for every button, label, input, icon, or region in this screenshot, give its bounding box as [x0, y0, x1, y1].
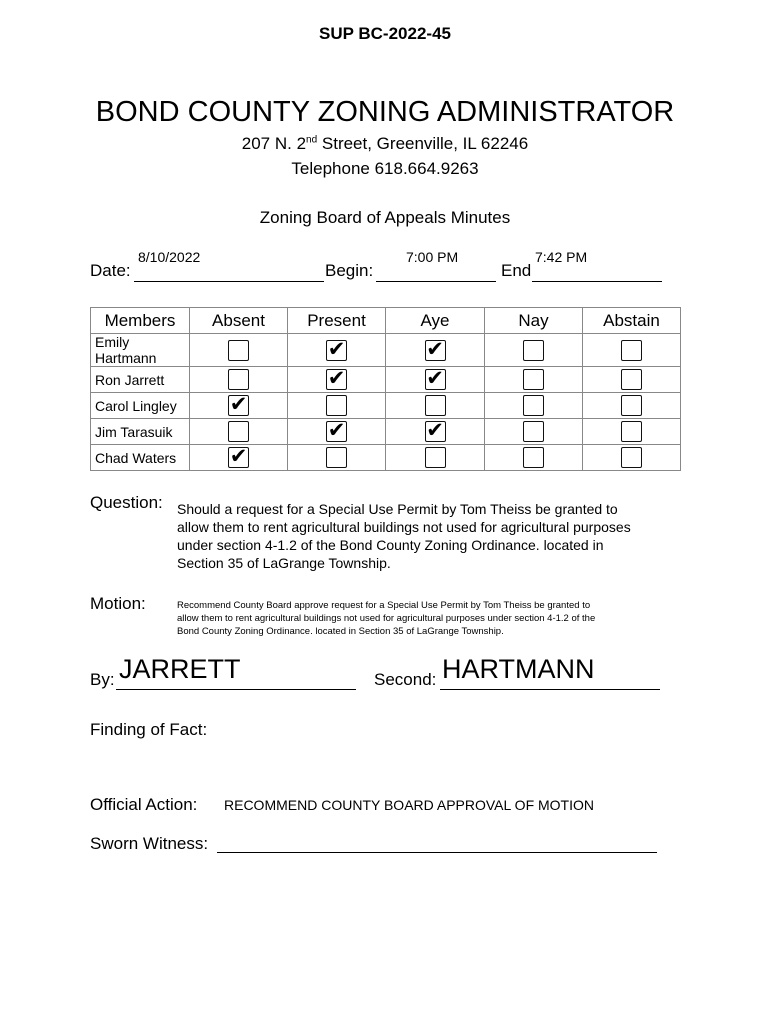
present-cell — [288, 334, 386, 367]
official-action-value: RECOMMEND COUNTY BOARD APPROVAL OF MOTION — [224, 797, 595, 813]
table-row — [91, 334, 681, 367]
official-action-label: Official Action: — [90, 795, 198, 814]
checkmark-icon: ✔ — [327, 336, 346, 361]
absent-checkbox[interactable] — [228, 340, 249, 361]
nay-cell — [485, 393, 583, 419]
abstain-checkbox[interactable] — [621, 447, 642, 468]
aye-cell — [386, 445, 485, 471]
aye-checkbox[interactable] — [425, 395, 446, 416]
member-name: Emily Hartmann — [91, 334, 190, 367]
abstain-cell — [583, 393, 681, 419]
minutes-subtitle: Zoning Board of Appeals Minutes — [259, 208, 511, 227]
address-superscript: nd — [306, 134, 318, 146]
motion-line: allow them to rent agricultural buildings not used for agricultural purposes under section 4-1.2 of the — [177, 613, 596, 624]
nay-checkbox[interactable] — [523, 447, 544, 468]
question-label: Question: — [90, 493, 163, 512]
end-label: End — [501, 261, 532, 280]
motion-line: Recommend County Board approve request for a Special Use Permit by Tom Theiss be granted to — [177, 600, 591, 611]
motion-text — [177, 599, 697, 638]
member-name: Chad Waters — [91, 445, 190, 471]
present-cell — [288, 367, 386, 393]
question-line: Section 35 of LaGrange Township. — [177, 555, 391, 571]
header-members: Members — [91, 308, 190, 334]
abstain-cell — [583, 445, 681, 471]
address-start: 207 N. 2 — [241, 134, 307, 153]
abstain-checkbox[interactable] — [621, 421, 642, 442]
finding-of-fact-label: Finding of Fact: — [90, 720, 208, 739]
by-label: By: — [90, 670, 115, 689]
nay-checkbox[interactable] — [523, 421, 544, 442]
document-id: SUP BC-2022-45 — [319, 24, 451, 43]
present-cell — [288, 393, 386, 419]
checkmark-icon: ✔ — [229, 444, 248, 468]
header-abstain: Abstain — [583, 308, 681, 334]
question-text — [177, 500, 697, 572]
header-present: Present — [288, 308, 386, 334]
member-name: Carol Lingley — [91, 393, 190, 419]
end-value: 7:42 PM — [535, 249, 588, 265]
header-absent: Absent — [190, 308, 288, 334]
second-label: Second: — [374, 670, 437, 689]
date-line — [134, 281, 324, 282]
aye-checkbox[interactable] — [425, 447, 446, 468]
table-row — [91, 419, 681, 445]
present-cell — [288, 445, 386, 471]
absent-cell — [190, 419, 288, 445]
sworn-witness-line — [217, 852, 657, 853]
begin-line — [376, 281, 496, 282]
checkmark-icon: ✔ — [229, 392, 248, 416]
absent-checkbox[interactable] — [228, 369, 249, 390]
abstain-cell — [583, 367, 681, 393]
nay-checkbox[interactable] — [523, 340, 544, 361]
present-checkbox[interactable] — [326, 447, 347, 468]
sworn-witness-label: Sworn Witness: — [90, 834, 209, 853]
table-header-row — [91, 308, 681, 334]
header-aye: Aye — [386, 308, 485, 334]
absent-cell — [190, 367, 288, 393]
by-line — [116, 689, 356, 690]
present-checkbox[interactable] — [326, 366, 347, 390]
second-line — [440, 689, 660, 690]
address — [0, 134, 770, 154]
absent-cell — [190, 393, 288, 419]
nay-checkbox[interactable] — [523, 369, 544, 390]
nay-cell — [485, 445, 583, 471]
table-row — [91, 393, 681, 419]
present-checkbox[interactable] — [326, 418, 347, 442]
aye-cell — [386, 419, 485, 445]
aye-checkbox[interactable] — [425, 336, 446, 361]
aye-checkbox[interactable] — [425, 418, 446, 442]
abstain-cell — [583, 334, 681, 367]
member-name: Ron Jarrett — [91, 367, 190, 393]
aye-cell — [386, 367, 485, 393]
checkmark-icon: ✔ — [426, 418, 444, 442]
present-checkbox[interactable] — [326, 336, 347, 361]
header-nay: Nay — [485, 308, 583, 334]
by-value: JARRETT — [119, 654, 241, 684]
question-line: under section 4-1.2 of the Bond County Zoning Ordinance. located in — [177, 537, 604, 553]
date-label: Date: — [90, 261, 131, 280]
checkmark-icon: ✔ — [426, 366, 444, 390]
checkmark-icon: ✔ — [327, 366, 346, 390]
date-value: 8/10/2022 — [138, 249, 201, 265]
absent-cell — [190, 334, 288, 367]
nay-cell — [485, 419, 583, 445]
motion-line: Bond County Zoning Ordinance. located in Section 35 of LaGrange Township. — [177, 626, 504, 637]
telephone: Telephone 618.664.9263 — [291, 159, 479, 178]
absent-cell — [190, 445, 288, 471]
nay-checkbox[interactable] — [523, 395, 544, 416]
abstain-checkbox[interactable] — [621, 395, 642, 416]
question-line: Should a request for a Special Use Permit by Tom Theiss be granted to — [177, 501, 618, 517]
present-cell — [288, 419, 386, 445]
aye-checkbox[interactable] — [425, 366, 446, 390]
present-checkbox[interactable] — [326, 395, 347, 416]
address-end: Street, Greenville, IL 62246 — [317, 134, 529, 153]
page-title: BOND COUNTY ZONING ADMINISTRATOR — [95, 96, 675, 128]
motion-label: Motion: — [90, 594, 146, 613]
second-value: HARTMANN — [442, 654, 595, 684]
abstain-cell — [583, 419, 681, 445]
absent-checkbox[interactable] — [228, 392, 249, 416]
checkmark-icon: ✔ — [426, 336, 444, 361]
table-row — [91, 445, 681, 471]
absent-checkbox[interactable] — [228, 444, 249, 468]
nay-cell — [485, 367, 583, 393]
begin-label: Begin: — [325, 261, 374, 280]
aye-cell — [386, 334, 485, 367]
question-line: allow them to rent agricultural buildings not used for agricultural purposes — [177, 519, 631, 535]
members-table — [90, 307, 681, 471]
abstain-checkbox[interactable] — [621, 369, 642, 390]
nay-cell — [485, 334, 583, 367]
absent-checkbox[interactable] — [228, 421, 249, 442]
begin-value: 7:00 PM — [406, 249, 459, 265]
checkmark-icon: ✔ — [327, 418, 346, 442]
table-row — [91, 367, 681, 393]
member-name: Jim Tarasuik — [91, 419, 190, 445]
aye-cell — [386, 393, 485, 419]
end-line — [532, 281, 662, 282]
abstain-checkbox[interactable] — [621, 340, 642, 361]
